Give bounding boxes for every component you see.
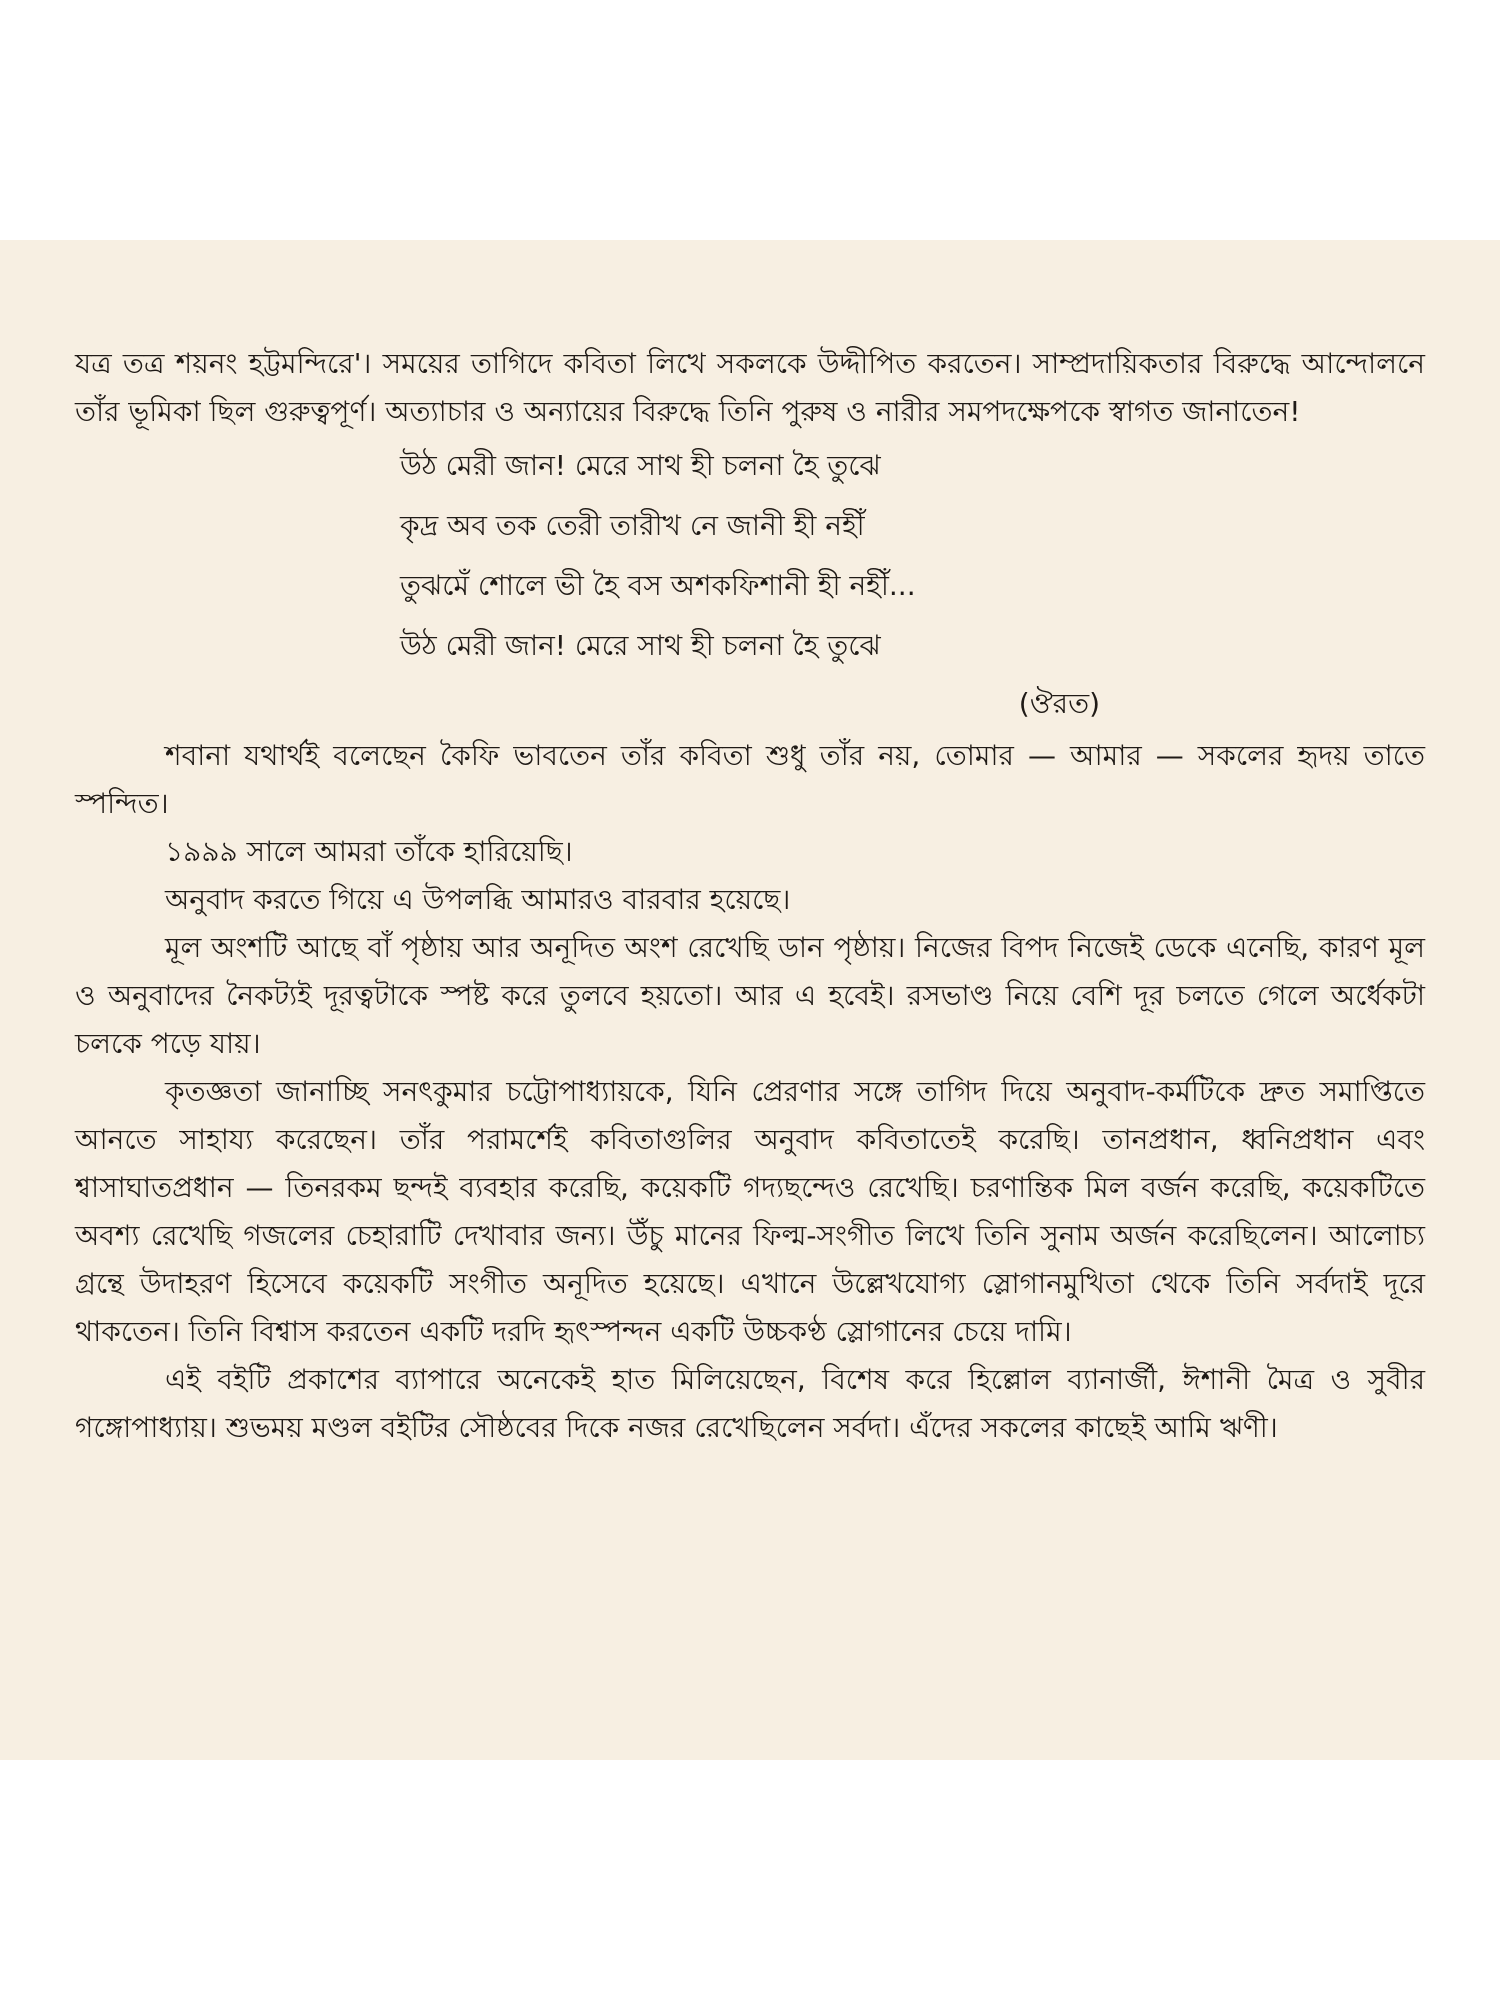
paragraph-6: কৃতজ্ঞতা জানাচ্ছি সনৎকুমার চট্টোপাধ্যায়কে, যিনি প্রেরণার সঙ্গে তাগিদ দিয়ে অনুবাদ-কর্মটিকে দ্রুত সমাপ্তিতে আনতে সাহায্য করেছেন। তাঁর পরামর্শেই কবিতাগুলির অনুবাদ কবিতাতেই করেছি। তানপ্রধান, ধ্বনিপ্রধান এবং শ্বাসাঘাতপ্রধান — তিনরকম ছন্দই ব্যবহার করেছি, কয়েকটি গদ্যছন্দেও রেখেছি। চরণান্তিক মিল বর্জন করেছি, কয়েকটিতে অবশ্য রেখেছি গজলের চেহারাটি দেখাবার জন্য। উঁচু মানের ফিল্ম-সংগীত লিখে তিনি সুনাম অর্জন করেছিলেন। আলোচ্য গ্রন্থে উদাহরণ হিসেবে কয়েকটি সংগীত অনূদিত হয়েছে। এখানে উল্লেখযোগ্য স্লোগানমুখিতা থেকে তিনি সর্বদাই দূরে থাকতেন। তিনি বিশ্বাস করতেন একটি দরদি হৃৎস্পন্দন একটি উচ্চকণ্ঠ স্লোগানের চেয়ে দামি। bbox=[75, 1075, 1425, 1348]
page-text bbox=[75, 340, 1425, 1452]
poem-credit: (ঔরত) bbox=[1018, 687, 1100, 720]
poem-line-1: উঠ মেরী জান! মেরে সাথ হী চলনা হৈ তুঝে bbox=[400, 449, 881, 482]
paragraph-2: শবানা যথার্থই বলেছেন কৈফি ভাবতেন তাঁর কবিতা শুধু তাঁর নয়, তোমার — আমার — সকলের হৃদয় তাতে স্পন্দিত। bbox=[75, 739, 1425, 820]
paragraph-7: এই বইটি প্রকাশের ব্যাপারে অনেকেই হাত মিলিয়েছেন, বিশেষ করে হিল্লোল ব্যানার্জী, ঈশানী মৈত্র ও সুবীর গঙ্গোপাধ্যায়। শুভময় মণ্ডল বইটির সৌষ্ঠবের দিকে নজর রেখেছিলেন সর্বদা। এঁদের সকলের কাছেই আমি ঋণী। bbox=[75, 1363, 1425, 1444]
poem-line-4: উঠ মেরী জান! মেরে সাথ হী চলনা হৈ তুঝে bbox=[400, 629, 881, 662]
paragraph-4: অনুবাদ করতে গিয়ে এ উপলব্ধি আমারও বারবার হয়েছে। bbox=[165, 883, 791, 916]
paragraph-5: মূল অংশটি আছে বাঁ পৃষ্ঠায় আর অনূদিত অংশ রেখেছি ডান পৃষ্ঠায়। নিজের বিপদ নিজেই ডেকে এনেছি, কারণ মূল ও অনুবাদের নৈকট্যই দূরত্বটাকে স্পষ্ট করে তুলবে হয়তো। আর এ হবেই। রসভাণ্ড নিয়ে বেশি দূর চলতে গেলে অর্ধেকটা চলকে পড়ে যায়। bbox=[75, 931, 1425, 1060]
poem-block bbox=[400, 436, 1425, 676]
book-page bbox=[0, 240, 1500, 1760]
poem-line-2: কৃদ্র অব তক তেরী তারীখ নে জানী হী নহীঁ bbox=[400, 509, 865, 542]
paragraph-1: যত্র তত্র শয়নং হট্টমন্দিরে'। সময়ের তাগিদে কবিতা লিখে সকলকে উদ্দীপিত করতেন। সাম্প্রদায়িকতার বিরুদ্ধে আন্দোলনে তাঁর ভূমিকা ছিল গুরুত্বপূর্ণ। অত্যাচার ও অন্যায়ের বিরুদ্ধে তিনি পুরুষ ও নারীর সমপদক্ষেপকে স্বাগত জানাতেন! bbox=[75, 347, 1425, 428]
paragraph-3: ১৯৯৯ সালে আমরা তাঁকে হারিয়েছি। bbox=[165, 835, 573, 868]
poem-line-3: তুঝমেঁ শোলে ভী হৈ বস অশকফিশানী হী নহীঁ... bbox=[400, 569, 916, 602]
